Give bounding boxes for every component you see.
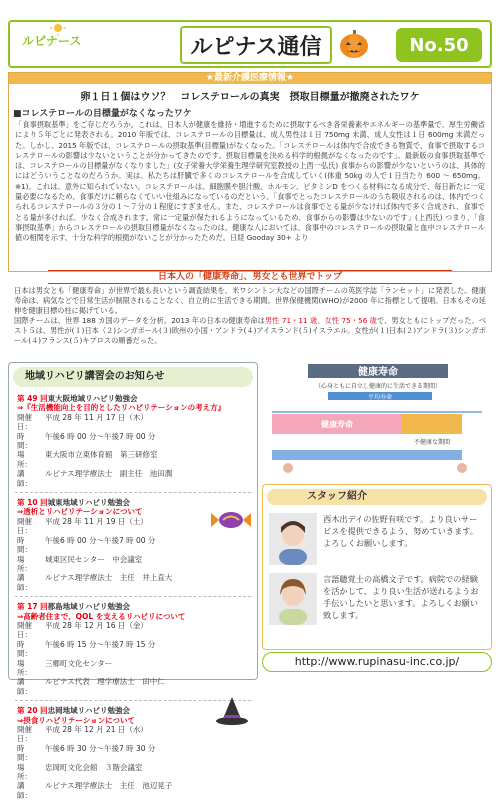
event-time-label: 時 間： bbox=[17, 639, 32, 659]
event-place: 三郷町文化センター bbox=[45, 658, 113, 668]
event-time: 午後6 時 00 分～午後7 時 00 分 bbox=[45, 535, 156, 545]
event-time: 午後6 時 00 分～午後7 時 00 分 bbox=[45, 431, 156, 441]
event-num: 第 20 回 bbox=[17, 706, 48, 716]
event-lecturer-label: 講 師： bbox=[17, 573, 32, 592]
event-place-label: 場 所： bbox=[17, 554, 32, 573]
event-date: 平成 28 年 12 月 21 日（水） bbox=[45, 725, 148, 734]
avg-life-label: 平均寿命 bbox=[367, 394, 393, 401]
staff-photo bbox=[269, 573, 317, 625]
events-heading: 地域リハビリ講習会のお知らせ bbox=[13, 367, 253, 387]
event-item bbox=[9, 599, 257, 698]
newsletter-title: ルピナス通信 bbox=[190, 34, 322, 60]
event-org: 都島地域リハビリ勉強会 bbox=[47, 602, 130, 612]
events-panel bbox=[8, 362, 258, 800]
health-life-bar-label: 健康寿命 bbox=[321, 420, 353, 429]
event-time: 午後6 時 30 分～午後7 時 30 分 bbox=[45, 743, 156, 753]
event-date-label: 開催日： bbox=[17, 412, 32, 432]
staff-item bbox=[263, 569, 491, 629]
staff-intro: 言語聴覚士の高橋文子です。病院での経験を活かして、より良い生活が送れるようお手伝いしたいと思います。よろしくお願い致します。 bbox=[323, 574, 479, 620]
staff-panel bbox=[262, 484, 492, 650]
event-date-label: 開催日： bbox=[17, 620, 32, 640]
staff-avatar-icon bbox=[269, 573, 317, 625]
divider bbox=[15, 596, 251, 597]
event-date-label: 開催日： bbox=[17, 516, 32, 536]
health-life-body-2a: 国際チームは、世界 188 カ国のデータを分析。2013 年の日本の健康寿命は bbox=[14, 316, 265, 325]
issue-number: No.50 bbox=[396, 28, 482, 62]
event-lecturer-label: 講 師： bbox=[17, 677, 32, 696]
health-life-chart-svg bbox=[262, 362, 492, 480]
health-life-highlight: 男性 71・11 歳、女性 75・56 歳 bbox=[264, 316, 377, 325]
event-place: 東大阪市立東体育館 第三研修室 bbox=[45, 450, 158, 460]
website-url[interactable]: http://www.rupinasu-inc.co.jp/ bbox=[262, 652, 492, 672]
unhealthy-label: 不健康な期間 bbox=[413, 439, 451, 446]
medical-info-section bbox=[8, 72, 492, 272]
event-lecturer: ルピナス理学療法士 主任 池辺晃子 bbox=[45, 781, 173, 791]
event-theme: ⇒高齢者住まで、QOL を支えるリハビリについて bbox=[17, 611, 186, 621]
event-num: 第 10 回 bbox=[17, 498, 48, 508]
event-place: 城東区民センター 中会議室 bbox=[45, 554, 143, 564]
event-item bbox=[9, 391, 257, 490]
event-theme: ⇒『生活機能向上を目的としたリハビリテーションの考え方』 bbox=[17, 403, 226, 413]
health-life-body-2 bbox=[8, 316, 492, 346]
event-org: 城東地域リハビリ勉強会 bbox=[47, 498, 130, 508]
staff-item bbox=[263, 509, 491, 569]
event-lecturer-label: 講 師： bbox=[17, 781, 32, 800]
health-life-chart bbox=[262, 362, 492, 480]
staff-avatar-icon bbox=[269, 513, 317, 565]
life-bar bbox=[272, 450, 462, 460]
event-date: 平成 28 年 11 月 17 日（木） bbox=[45, 412, 148, 422]
health-life-body-2b: で、男女ともにトップだった。ベスト５は、男性が(１)日本（２)シンガポール(３)欧州の小国・アンドラ(４)アイスランド(５)イスラエル。女性が(１)日本(２)アンドラ(３)シンガポール(４)フランス(５)キプロスの順番だった。 bbox=[14, 316, 486, 345]
event-date: 平成 28 年 12 月 16 日（金） bbox=[45, 620, 148, 630]
logo-text: ルピナース bbox=[22, 34, 82, 48]
event-org: 東大阪地域リハビリ勉強会 bbox=[47, 394, 138, 403]
event-num: 第 17 回 bbox=[17, 602, 48, 612]
event-theme: ⇒摂食リハビリテーションについて bbox=[17, 715, 135, 725]
medical-info-band: ★最新介護医療情報★ bbox=[9, 73, 491, 84]
event-lecturer: ルピナス理学療法士 主任 井上直大 bbox=[45, 573, 173, 583]
event-date-label: 開催日： bbox=[17, 725, 32, 744]
health-life-body-1: 日本は男女とも「健康寿命」が世界で最も長いという調査結果を、米ワシントン大などの国際チームの英医学誌「ランセット」に発表した。健康寿命は、病気などで日常生活が制限されることなく、自立的に生活できる期間。世界保健機関(WHO)が2000 年に指標として提唱。日本もその延伸を健康目標の柱に掲げている。 bbox=[14, 286, 486, 315]
medical-info-headline: 卵１日１個はウソ？ コレステロールの真実 摂取目標量が撤廃されたワケ bbox=[80, 92, 420, 103]
event-item bbox=[9, 495, 257, 594]
event-place: 忠岡町文化会館 ３階会議室 bbox=[45, 762, 143, 772]
divider bbox=[15, 492, 251, 493]
event-item bbox=[9, 703, 257, 802]
chart-subtitle: （心身ともに自立し健康的に生活できる期間） bbox=[314, 383, 442, 390]
staff-photo bbox=[269, 513, 317, 565]
pumpkin-icon bbox=[338, 28, 370, 60]
event-place-label: 場 所： bbox=[17, 658, 32, 677]
event-time-label: 時 間： bbox=[17, 535, 32, 555]
chart-title: 健康寿命 bbox=[358, 367, 398, 378]
candy-icon bbox=[211, 509, 251, 531]
event-lecturer: ルピナス代表 理学療法士 田中仁 bbox=[45, 677, 165, 687]
person-icon bbox=[457, 463, 467, 473]
person-icon bbox=[283, 463, 293, 473]
event-time-label: 時 間： bbox=[17, 431, 32, 451]
event-place-label: 場 所： bbox=[17, 762, 32, 782]
event-lecturer-label: 講 師： bbox=[17, 469, 32, 488]
event-lecturer: ルピナス理学療法士 副主任 池田潤 bbox=[45, 469, 173, 479]
medical-info-body: 「食事摂取基準」をご存じだろうか。これは、日本人が健康を維持・増進するために摂取するべき各栄養素やエネルギーの基準量で、厚生労働省により５年ごとに発表される。2010 年版では、コレステロールの目標量は、成人男性は１日 750mg 未満、成人女性は１日 600mg 未満だった。しかし、2015 年版では、コレステロールの摂取基準(目標量)がなくなった。「コレステロールは体内で合成できる物質で、食事で摂取するコレステロールの影響は少ないということが分かってきたのです。摂取目標量を決める科学的根拠がなくなったのです」。最新版の食事摂取基準では、コレステロールの目標量がなくなりました」(女子栄養大学栄養生理学研究室教授の上西一弘氏) 食事からの影響が少ないというのは、具体的にはどういうことなのだろうか。実は、私たちは肝臓で多くのコレステロールを合成していく(体重 50kg の人で１日当たり 600 ～ 650mg。※1)。これは、意外に知られていない。コレステロールは、細胞膜や胆汁酸、ホルモン、ビタミンD をつくる材料になる成分で、毎日新たに一定量必要になるため、食事だけに頼らなくていい仕組みになっているのだという。「食事でとったコレステロールのうち吸収されるのは、体内でつくられるコレステロールの３分の１～７分の１程度にすぎません。また、コレステロールは食事でとる量が少なければ体内で多く合成され、食事でとる量が多ければ、少なく合成されます。常に一定量が保たれるようになっているため、食事からの影響は少ないのです」(上西氏) つまり、「食事摂取基準」からコレステロールの摂取目標量がなくなったのは、健康な人においては、食事中のコレステロールの摂取量と血中コレステロール値の相関を示す、十分な科学的根拠がないことが分かったためだ。日経 Gooday 30+ より bbox=[15, 120, 485, 243]
health-life-headline: 日本人の「健康寿命」、男女とも世界でトップ bbox=[48, 270, 452, 284]
title-box bbox=[180, 26, 332, 64]
event-place-label: 場 所： bbox=[17, 450, 32, 469]
event-org: 忠岡地域リハビリ勉強会 bbox=[47, 706, 130, 716]
event-theme: ⇒透析とリハビリテーションについて bbox=[17, 507, 143, 517]
event-num: 第 49 回 bbox=[17, 394, 48, 403]
event-time: 午後6 時 15 分～午後7 時 15 分 bbox=[45, 639, 156, 649]
medical-info-subhead: ■コレステロールの目標量がなくなったワケ bbox=[13, 109, 192, 119]
event-time-label: 時 間： bbox=[17, 743, 32, 763]
health-life-section bbox=[8, 268, 492, 360]
staff-intro: 西木出デイの佐野有咲です。より良いサービスを提供できるよう、努めていきます。よろしくお願いします。 bbox=[323, 514, 478, 548]
newsletter-header bbox=[8, 20, 492, 68]
staff-heading: スタッフ紹介 bbox=[267, 489, 487, 505]
unhealthy-bar bbox=[402, 414, 462, 434]
witch-hat-icon bbox=[215, 697, 249, 727]
event-date: 平成 28 年 11 月 19 日（土） bbox=[45, 516, 148, 526]
